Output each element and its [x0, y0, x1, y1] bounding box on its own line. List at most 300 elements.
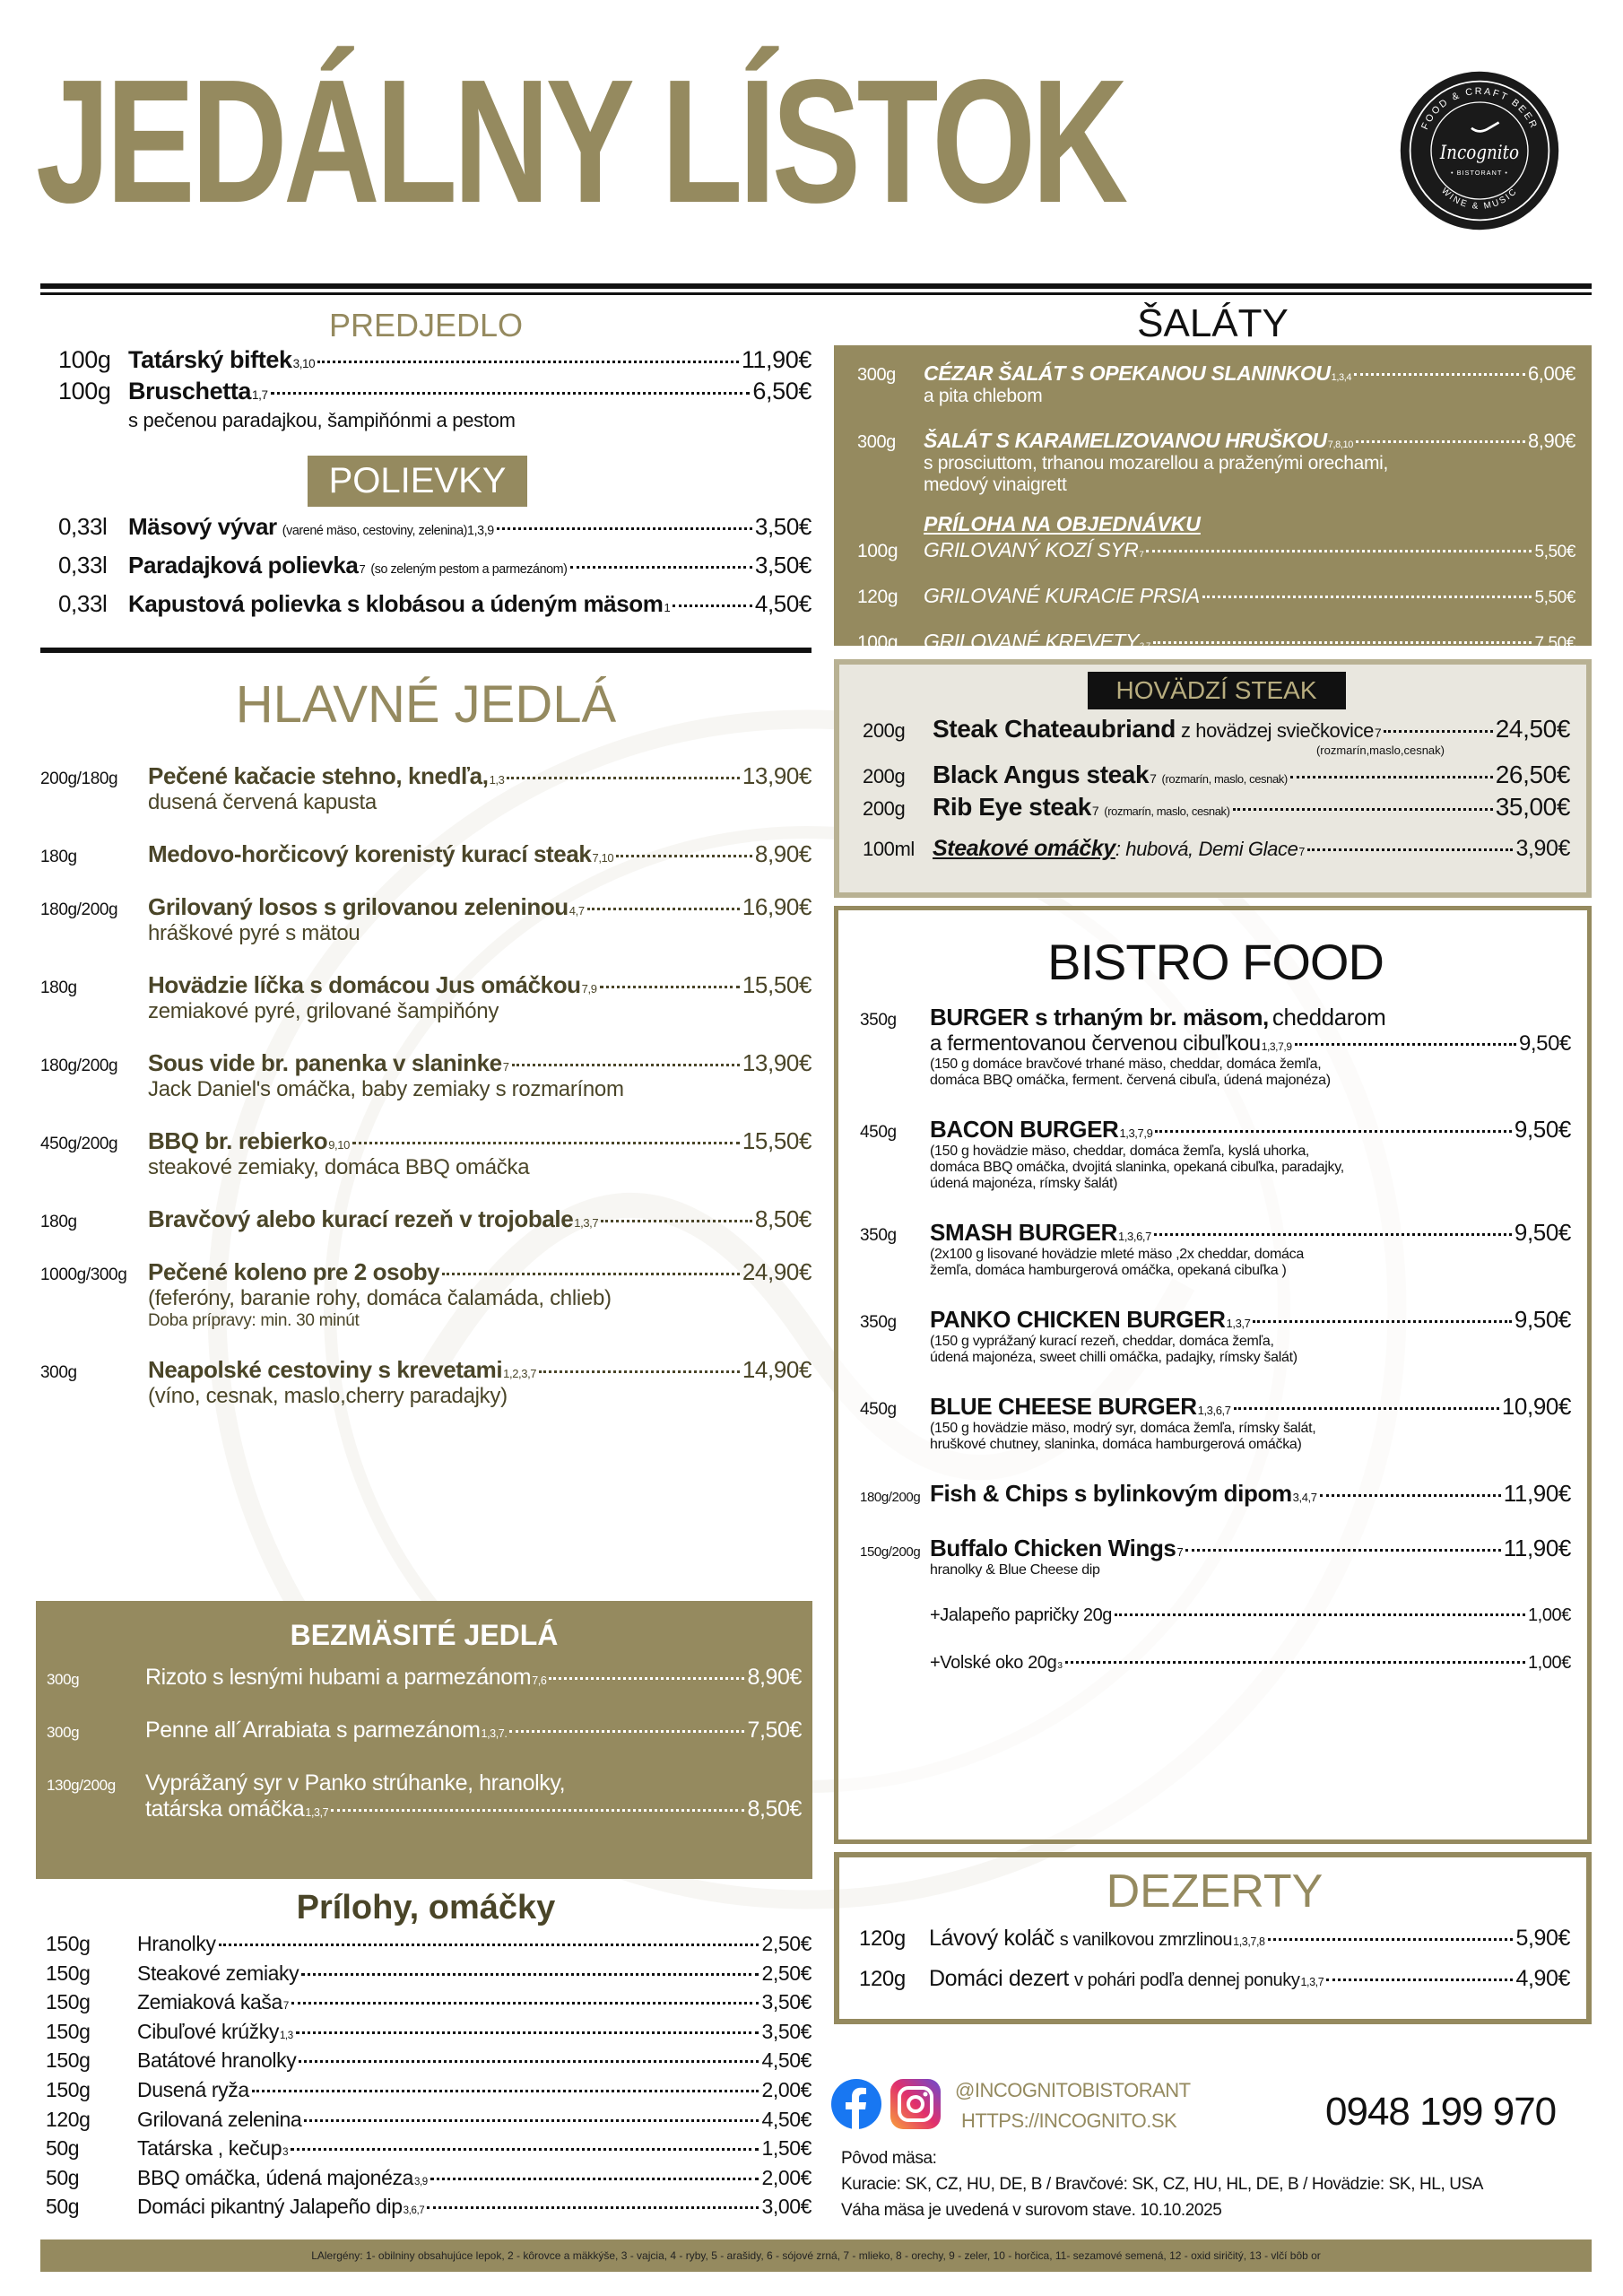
hlavne-list: [40, 762, 812, 1434]
item-description: a pita chlebom: [924, 386, 1043, 406]
menu-item: [47, 1718, 802, 1744]
dot-leader: [600, 986, 740, 988]
dot-leader: [1354, 373, 1525, 376]
item-price: 1,50€: [761, 2136, 812, 2161]
item-name: Grilovaný losos s grilovanou zeleninou: [148, 893, 568, 920]
priloha-list: [857, 538, 1575, 654]
item-allergens: 1,2,3,7: [503, 1367, 537, 1380]
item-row: [859, 1926, 1570, 1952]
item-row: [47, 1770, 802, 1796]
menu-item: [58, 346, 812, 374]
item-allergens: 7: [1374, 726, 1382, 740]
item-weight: 100g: [58, 346, 111, 373]
item-allergens: 7,10: [592, 851, 614, 865]
item-allergens: 3,10: [292, 357, 316, 370]
bistro-section: [834, 906, 1592, 1844]
item-allergens: 1,3,7,9: [1261, 1040, 1292, 1053]
dot-leader: [1185, 1549, 1500, 1552]
dot-leader: [1154, 1233, 1512, 1236]
item-weight: 450g: [860, 1123, 897, 1142]
item-allergens: 1,3: [279, 2030, 293, 2041]
dot-leader: [509, 1730, 744, 1733]
item-description: domáca BBQ omáčka, dvojitá slaninka, opekaná cibuľka, paradajky,: [930, 1160, 1344, 1175]
item-weight: 200g/180g: [40, 770, 118, 788]
header-rule-thin: [40, 292, 1592, 295]
item-row: [860, 1219, 1571, 1247]
dot-leader: [442, 1273, 740, 1275]
menu-item: [46, 2108, 812, 2137]
item-price: 16,90€: [742, 893, 812, 920]
item-price: 9,50€: [1514, 1306, 1571, 1333]
item-weight: 150g: [46, 2077, 91, 2101]
menu-item: [40, 762, 812, 815]
section-title-prilohy: Prílohy, omáčky: [296, 1889, 556, 1926]
item-allergens: 1,3,7,9: [1119, 1126, 1153, 1140]
menu-item: [46, 2166, 812, 2196]
item-allergens: 3,9: [413, 2176, 428, 2187]
dot-leader: [1155, 1130, 1512, 1133]
dot-leader: [570, 566, 752, 569]
item-name: Penne all´Arrabiata s parmezánom: [145, 1718, 481, 1743]
menu-item: [40, 971, 812, 1024]
item-row: [857, 630, 1575, 654]
item-weight: 450g/200g: [40, 1135, 118, 1153]
item-weight: 100g: [857, 632, 898, 653]
menu-item: [46, 2048, 812, 2078]
item-row: [860, 1535, 1571, 1562]
menu-item: [40, 1127, 812, 1180]
item-name: Steakové omáčky: [933, 836, 1115, 861]
item-weight: 130g/200g: [47, 1777, 116, 1794]
item-description: (150 g hovädzie mäso, cheddar, domáca žemľa, kyslá uhorka,: [930, 1144, 1310, 1159]
menu-item: [46, 2020, 812, 2049]
item-description: údená majonéza, rímsky šalát): [930, 1176, 1118, 1191]
dezerty-section: [834, 1852, 1592, 2024]
item-row: [857, 584, 1575, 608]
bezmasite-section: [36, 1601, 812, 1879]
menu-item: [860, 1116, 1571, 1192]
dot-leader: [291, 2002, 759, 2005]
item-row: [860, 1004, 1571, 1031]
item-name-continued: tatárska omáčka: [145, 1796, 305, 1822]
dot-leader: [1268, 1938, 1514, 1941]
item-allergens: 1,3,6,7: [1197, 1404, 1231, 1417]
item-weight: 50g: [46, 2165, 80, 2189]
menu-item: [860, 1535, 1571, 1578]
dot-leader: [1290, 776, 1493, 778]
bezmasite-list: [47, 1665, 802, 1822]
item-name: +Volské oko 20g: [930, 1653, 1057, 1673]
item-weight: 0,33l: [58, 552, 108, 578]
item-row: [46, 1961, 812, 1991]
item-weight: 180g/200g: [860, 1490, 921, 1505]
item-price: 4,90€: [1515, 1966, 1570, 1991]
item-description: (2x100 g lisované hovädzie mleté mäso ,2x cheddar, domáca: [930, 1247, 1304, 1262]
steak-list: [863, 715, 1570, 822]
item-row: [46, 1990, 812, 2020]
dot-leader: [296, 2031, 759, 2034]
dot-leader: [427, 2206, 759, 2209]
item-weight: 150g: [46, 1990, 91, 2014]
item-price: 3,50€: [761, 2019, 812, 2043]
menu-item: [860, 1004, 1571, 1089]
prilohy-list: [40, 1932, 812, 2224]
item-allergens: 1,3,6,7: [1118, 1230, 1151, 1243]
dezerty-list: [859, 1926, 1570, 1992]
item-price: 24,50€: [1495, 715, 1570, 743]
item-row-continued: [47, 1796, 802, 1822]
item-name: Tatárska: [137, 2136, 213, 2161]
item-weight: 0,33l: [58, 590, 108, 617]
item-price: 13,90€: [742, 762, 812, 789]
item-row: [40, 1127, 812, 1155]
item-allergens: 7: [359, 562, 366, 576]
item-weight: 350g: [860, 1011, 897, 1030]
divider: [40, 648, 812, 653]
item-row: [859, 1966, 1570, 1992]
item-description: hruškové chutney, slaninka, domáca hamburgerová omáčka): [930, 1437, 1302, 1452]
item-allergens: 1: [664, 601, 671, 614]
menu-item: [40, 1258, 812, 1331]
item-allergens: 7: [502, 1060, 509, 1074]
item-price: 4,50€: [754, 590, 812, 617]
menu-item: [857, 584, 1575, 608]
item-row: [47, 1718, 802, 1744]
item-row: [46, 2078, 812, 2108]
dot-leader: [331, 1809, 744, 1812]
item-name: Hovädzie líčka s domácou Jus omáčkou: [148, 971, 581, 998]
item-price: 3,50€: [754, 552, 812, 578]
item-row: [860, 1605, 1571, 1626]
item-weight: 0,33l: [58, 513, 108, 540]
menu-item: [46, 1990, 812, 2020]
item-name: GRILOVANÉ KREVETY: [924, 630, 1139, 653]
menu-item: [46, 2078, 812, 2108]
menu-item: [58, 378, 812, 432]
item-allergens: 1,3: [489, 773, 505, 787]
item-weight: 120g: [46, 2107, 91, 2131]
item-allergens: 1,3,4: [1331, 372, 1352, 383]
bistro-extras: [860, 1605, 1571, 1674]
dot-leader: [317, 361, 739, 363]
item-name: Hranolky: [137, 1932, 216, 1955]
item-row: [40, 1049, 812, 1077]
item-row: [860, 1306, 1571, 1334]
social-handle[interactable]: @INCOGNITOBISTORANT: [955, 2079, 1191, 2101]
item-name: PANKO CHICKEN BURGER: [930, 1306, 1226, 1333]
item-price: 15,50€: [742, 1127, 812, 1154]
item-name: Bravčový alebo kurací rezeň v trojobale: [148, 1205, 574, 1232]
item-name: Pečené kačacie stehno, knedľa,: [148, 762, 489, 789]
section-title-bistro: BISTRO FOOD: [1047, 934, 1384, 990]
item-row: [46, 2108, 812, 2137]
item-price: 5,50€: [1534, 543, 1575, 561]
item-note: (so zeleným pestom a parmezánom): [370, 562, 568, 577]
item-extra: : hubová, Demi Glace: [1115, 838, 1298, 860]
menu-item: [47, 1665, 802, 1691]
menu-item: [58, 552, 812, 579]
dot-leader: [512, 1064, 740, 1066]
item-name: Domáci pikantný Jalapeño dip: [137, 2195, 403, 2219]
item-row: [857, 538, 1575, 562]
facebook-icon[interactable]: [829, 2077, 883, 2131]
menu-item: [40, 840, 812, 868]
item-row: [863, 793, 1570, 822]
item-description: zemiakové pyré, grilované šampiňóny: [148, 999, 499, 1023]
item-name: ŠALÁT S KARAMELIZOVANOU HRUŠKOU: [924, 429, 1327, 452]
item-row: [58, 513, 812, 541]
menu-item: [857, 361, 1575, 407]
item-description: Jack Daniel's omáčka, baby zemiaky s rozmarínom: [148, 1077, 624, 1101]
menu-item: [859, 1926, 1570, 1952]
item-weight: 450g: [860, 1400, 897, 1419]
item-description: steakové zemiaky, domáca BBQ omáčka: [148, 1155, 530, 1179]
dot-leader: [507, 777, 739, 779]
item-description: (víno, cesnak, maslo,cherry paradajky): [148, 1384, 508, 1408]
item-name: Fish & Chips s bylinkovým dipom: [930, 1480, 1292, 1507]
item-weight: 150g: [46, 2048, 91, 2073]
item-description: (150 g hovädzie mäso, modrý syr, domáca žemľa, rímsky šalát,: [930, 1421, 1316, 1436]
item-name: Mäsový vývar: [128, 513, 277, 540]
item-price: 6,50€: [752, 378, 812, 404]
item-weight: 50g: [46, 2136, 80, 2161]
menu-item: [46, 1961, 812, 1991]
item-name: CÉZAR ŠALÁT S OPEKANOU SLANINKOU: [924, 361, 1331, 385]
item-name: BBQ omáčka, údená majonéza: [137, 2165, 413, 2189]
item-weight: 100ml: [863, 838, 915, 860]
item-price: 14,90€: [742, 1356, 812, 1383]
item-row: [58, 552, 812, 579]
item-name: Steak Chateaubriand: [933, 715, 1176, 743]
item-row: [40, 1258, 812, 1286]
menu-item: [860, 1393, 1571, 1453]
item-name: Sous vide br. panenka v slaninke: [148, 1049, 502, 1076]
item-description: údená majonéza, sweet chilli omáčka, padajky, rímsky šalát): [930, 1350, 1298, 1365]
item-row: [40, 971, 812, 999]
item-row: [857, 361, 1575, 386]
item-weight: 300g: [857, 432, 896, 452]
item-name: Buffalo Chicken Wings: [930, 1535, 1176, 1561]
dot-leader: [587, 908, 740, 910]
item-allergens: 7: [1150, 771, 1157, 786]
item-price: 11,90€: [1503, 1480, 1571, 1507]
item-weight: 150g: [46, 1932, 91, 1955]
item-price: 1,00€: [1527, 1605, 1571, 1625]
section-title-salaty: ŠALÁTY: [1137, 301, 1289, 345]
menu-item: [40, 1205, 812, 1233]
item-price: 13,90€: [742, 1049, 812, 1076]
item-weight: 50g: [46, 2195, 80, 2219]
item-name: Steakové zemiaky: [137, 1961, 299, 1985]
bistro-list: [860, 1004, 1571, 1578]
item-price: 8,90€: [1527, 430, 1575, 452]
item-price: 8,50€: [747, 1796, 802, 1822]
item-weight: 300g: [47, 1671, 80, 1688]
dot-leader: [271, 392, 751, 395]
page-title: JEDÁLNY LÍSTOK: [36, 43, 1124, 239]
dot-leader: [1307, 848, 1513, 851]
item-weight: 200g: [863, 719, 906, 742]
item-name: Tatárský biftek: [128, 346, 292, 373]
item-price: 2,50€: [761, 1932, 812, 1955]
item-note: (rozmarín, maslo, cesnak): [1161, 772, 1288, 786]
item-name: Lávový koláč: [929, 1926, 1055, 1951]
item-weight: 180g: [40, 978, 77, 997]
dot-leader: [549, 1677, 744, 1680]
item-weight: 150g: [46, 2019, 91, 2043]
item-allergens: 2,7: [1139, 641, 1150, 651]
item-weight: 300g: [857, 365, 896, 385]
item-weight: 120g: [857, 587, 898, 607]
item-description: medový vinaigrett: [924, 474, 1067, 495]
dot-leader: [616, 855, 752, 857]
item-weight: 350g: [860, 1313, 897, 1332]
item-weight: 180g: [40, 848, 77, 866]
allergens-bar: LAlergény: 1- obilniny obsahujúce lepok, 2 - kôrovce a mäkkýše, 3 - vajcia, 4 - ryby, 5 - arašidy, 6 - sójové zrná, 7 - mlieko, 8 - orechy, 9 - zeler, 10 - horčica, 11- sezamové semená, 12 - oxid siričitý, 13 - vlčí bôb or: [40, 2239, 1592, 2272]
item-weight: 180g/200g: [40, 900, 118, 919]
svg-text:• BISTORANT •: • BISTORANT •: [1451, 169, 1508, 177]
item-description: hranolky & Blue Cheese dip: [930, 1562, 1100, 1578]
dot-leader: [1356, 440, 1525, 443]
phone-number: 0948 199 970: [1325, 2090, 1557, 2134]
priloha-title: PRÍLOHA NA OBJEDNÁVKU: [924, 512, 1201, 535]
dot-leader: [1253, 1320, 1511, 1323]
item-description: (150 g vyprážaný kurací rezeň, cheddar, domáca žemľa,: [930, 1334, 1274, 1349]
dot-leader: [1233, 808, 1493, 811]
menu-item: [40, 893, 812, 946]
item-prep-time: Doba prípravy: min. 30 minút: [148, 1311, 360, 1330]
item-allergens: 9,10: [328, 1138, 350, 1152]
instagram-icon[interactable]: [889, 2077, 942, 2131]
item-price: 3,50€: [761, 1990, 812, 2014]
item-extra: s vanilkovou zmrzlinou: [1059, 1930, 1233, 1950]
dot-leader: [301, 1973, 759, 1976]
dot-leader: [1065, 1661, 1525, 1664]
item-name: Batátové hranolky: [137, 2048, 297, 2073]
item-weight: 100g: [857, 541, 898, 561]
menu-item: [859, 1966, 1570, 1992]
item-price: 24,90€: [742, 1258, 812, 1285]
item-description: žemľa, domáca hamburgerová omáčka, opekaná cibuľka ): [930, 1263, 1287, 1278]
item-price: 8,50€: [754, 1205, 812, 1232]
item-price: 2,50€: [761, 1961, 812, 1985]
menu-item: [863, 761, 1570, 789]
item-allergens: 1,7: [252, 388, 268, 402]
item-name: Domáci dezert: [929, 1966, 1069, 1991]
item-allergens: 1,3,7: [305, 1806, 329, 1819]
dot-leader: [304, 2119, 759, 2122]
item-price: 11,90€: [1503, 1535, 1571, 1561]
item-price: 9,50€: [1514, 1219, 1571, 1246]
item-name: Grilovaná zelenina: [137, 2107, 302, 2131]
svg-text:Incognito: Incognito: [1439, 142, 1520, 164]
menu-item: [58, 513, 812, 541]
dot-leader: [430, 2178, 759, 2180]
item-price: 35,00€: [1495, 793, 1570, 821]
item-weight: 180g/200g: [40, 1057, 118, 1075]
dot-leader: [1202, 596, 1532, 598]
salaty-list: [857, 361, 1575, 496]
item-row: [46, 1932, 812, 1961]
section-title-predjedlo: PREDJEDLO: [328, 307, 524, 344]
item-row: [58, 346, 812, 374]
item-allergens: 4,7: [568, 904, 585, 918]
origin-text: Kuracie: SK, CZ, HU, DE, B / Bravčové: SK, CZ, HU, HL, DE, B / Hovädzie: SK, HL, USA: [841, 2175, 1484, 2194]
item-description: (150 g domáce bravčové trhané mäso, cheddar, domáca žemľa,: [930, 1057, 1322, 1072]
item-row: [863, 715, 1570, 744]
item-extra: , kečup: [217, 2136, 282, 2161]
item-name: GRILOVANÝ KOZÍ SYR: [924, 538, 1139, 561]
item-allergens: 1,3,7: [1226, 1317, 1251, 1330]
steak-section: [834, 659, 1592, 898]
section-title-steak: HOVÄDZÍ STEAK: [1088, 672, 1346, 709]
item-name: Bruschetta: [128, 378, 252, 404]
item-weight: 120g: [859, 1926, 906, 1951]
item-row: [40, 893, 812, 921]
section-title-bezmasite: BEZMÄSITÉ JEDLÁ: [290, 1619, 559, 1651]
svg-text:WINE & MUSIC: WINE & MUSIC: [1439, 186, 1520, 212]
item-price: 11,90€: [741, 346, 812, 373]
item-price: 7,50€: [1534, 634, 1575, 653]
item-name: BBQ br. rebierko: [148, 1127, 328, 1154]
meat-origin: [841, 2145, 1483, 2223]
item-weight: 150g: [46, 1961, 91, 1985]
item-price: 9,50€: [1514, 1116, 1571, 1143]
menu-item: [40, 1049, 812, 1102]
item-allergens: 1,3,7: [1300, 1976, 1324, 1988]
dot-leader: [1234, 1407, 1499, 1410]
item-price: 8,90€: [754, 840, 812, 867]
item-price: 7,50€: [747, 1718, 802, 1743]
website-link[interactable]: HTTPS://INCOGNITO.SK: [961, 2109, 1177, 2132]
item-name: Paradajková polievka: [128, 552, 359, 578]
menu-item: [860, 1653, 1571, 1674]
menu-item: [46, 1932, 812, 1961]
item-allergens: 3: [282, 2147, 289, 2159]
item-weight: 350g: [860, 1226, 897, 1245]
item-price: 4,50€: [761, 2048, 812, 2073]
item-name: +Jalapeño papričky 20g: [930, 1605, 1113, 1625]
item-allergens: 1,3,7,8: [1233, 1935, 1265, 1948]
item-price: 3,00€: [761, 2195, 812, 2219]
item-price: 8,90€: [747, 1665, 802, 1690]
item-weight: 1000g/300g: [40, 1265, 127, 1284]
dot-leader: [673, 604, 752, 607]
menu-item: [46, 2136, 812, 2166]
menu-item: [860, 1480, 1571, 1508]
dot-leader: [1146, 550, 1532, 552]
item-row: [46, 2136, 812, 2166]
section-title-hlavne: HLAVNÉ JEDLÁ: [235, 675, 617, 734]
item-extra: z hovädzej sviečkovice: [1180, 719, 1374, 742]
item-name: Cibuľové krúžky: [137, 2019, 279, 2043]
polievky-list: [40, 513, 812, 629]
salaty-section: [834, 345, 1592, 653]
menu-item: [58, 590, 812, 618]
item-row: [857, 429, 1575, 453]
dot-leader: [352, 1142, 740, 1144]
menu-item: [46, 2195, 812, 2224]
item-note-below: (rozmarín,maslo,cesnak): [1315, 744, 1445, 757]
dot-leader: [497, 527, 752, 530]
dot-leader: [1295, 1043, 1516, 1046]
item-allergens: 7: [1139, 550, 1144, 560]
item-allergens: 7: [1298, 846, 1305, 858]
item-weight: 300g: [47, 1724, 80, 1741]
item-name: Medovo-horčicový korenistý kurací steak: [148, 840, 592, 867]
item-row: [860, 1116, 1571, 1144]
item-price: 15,50€: [742, 971, 812, 998]
